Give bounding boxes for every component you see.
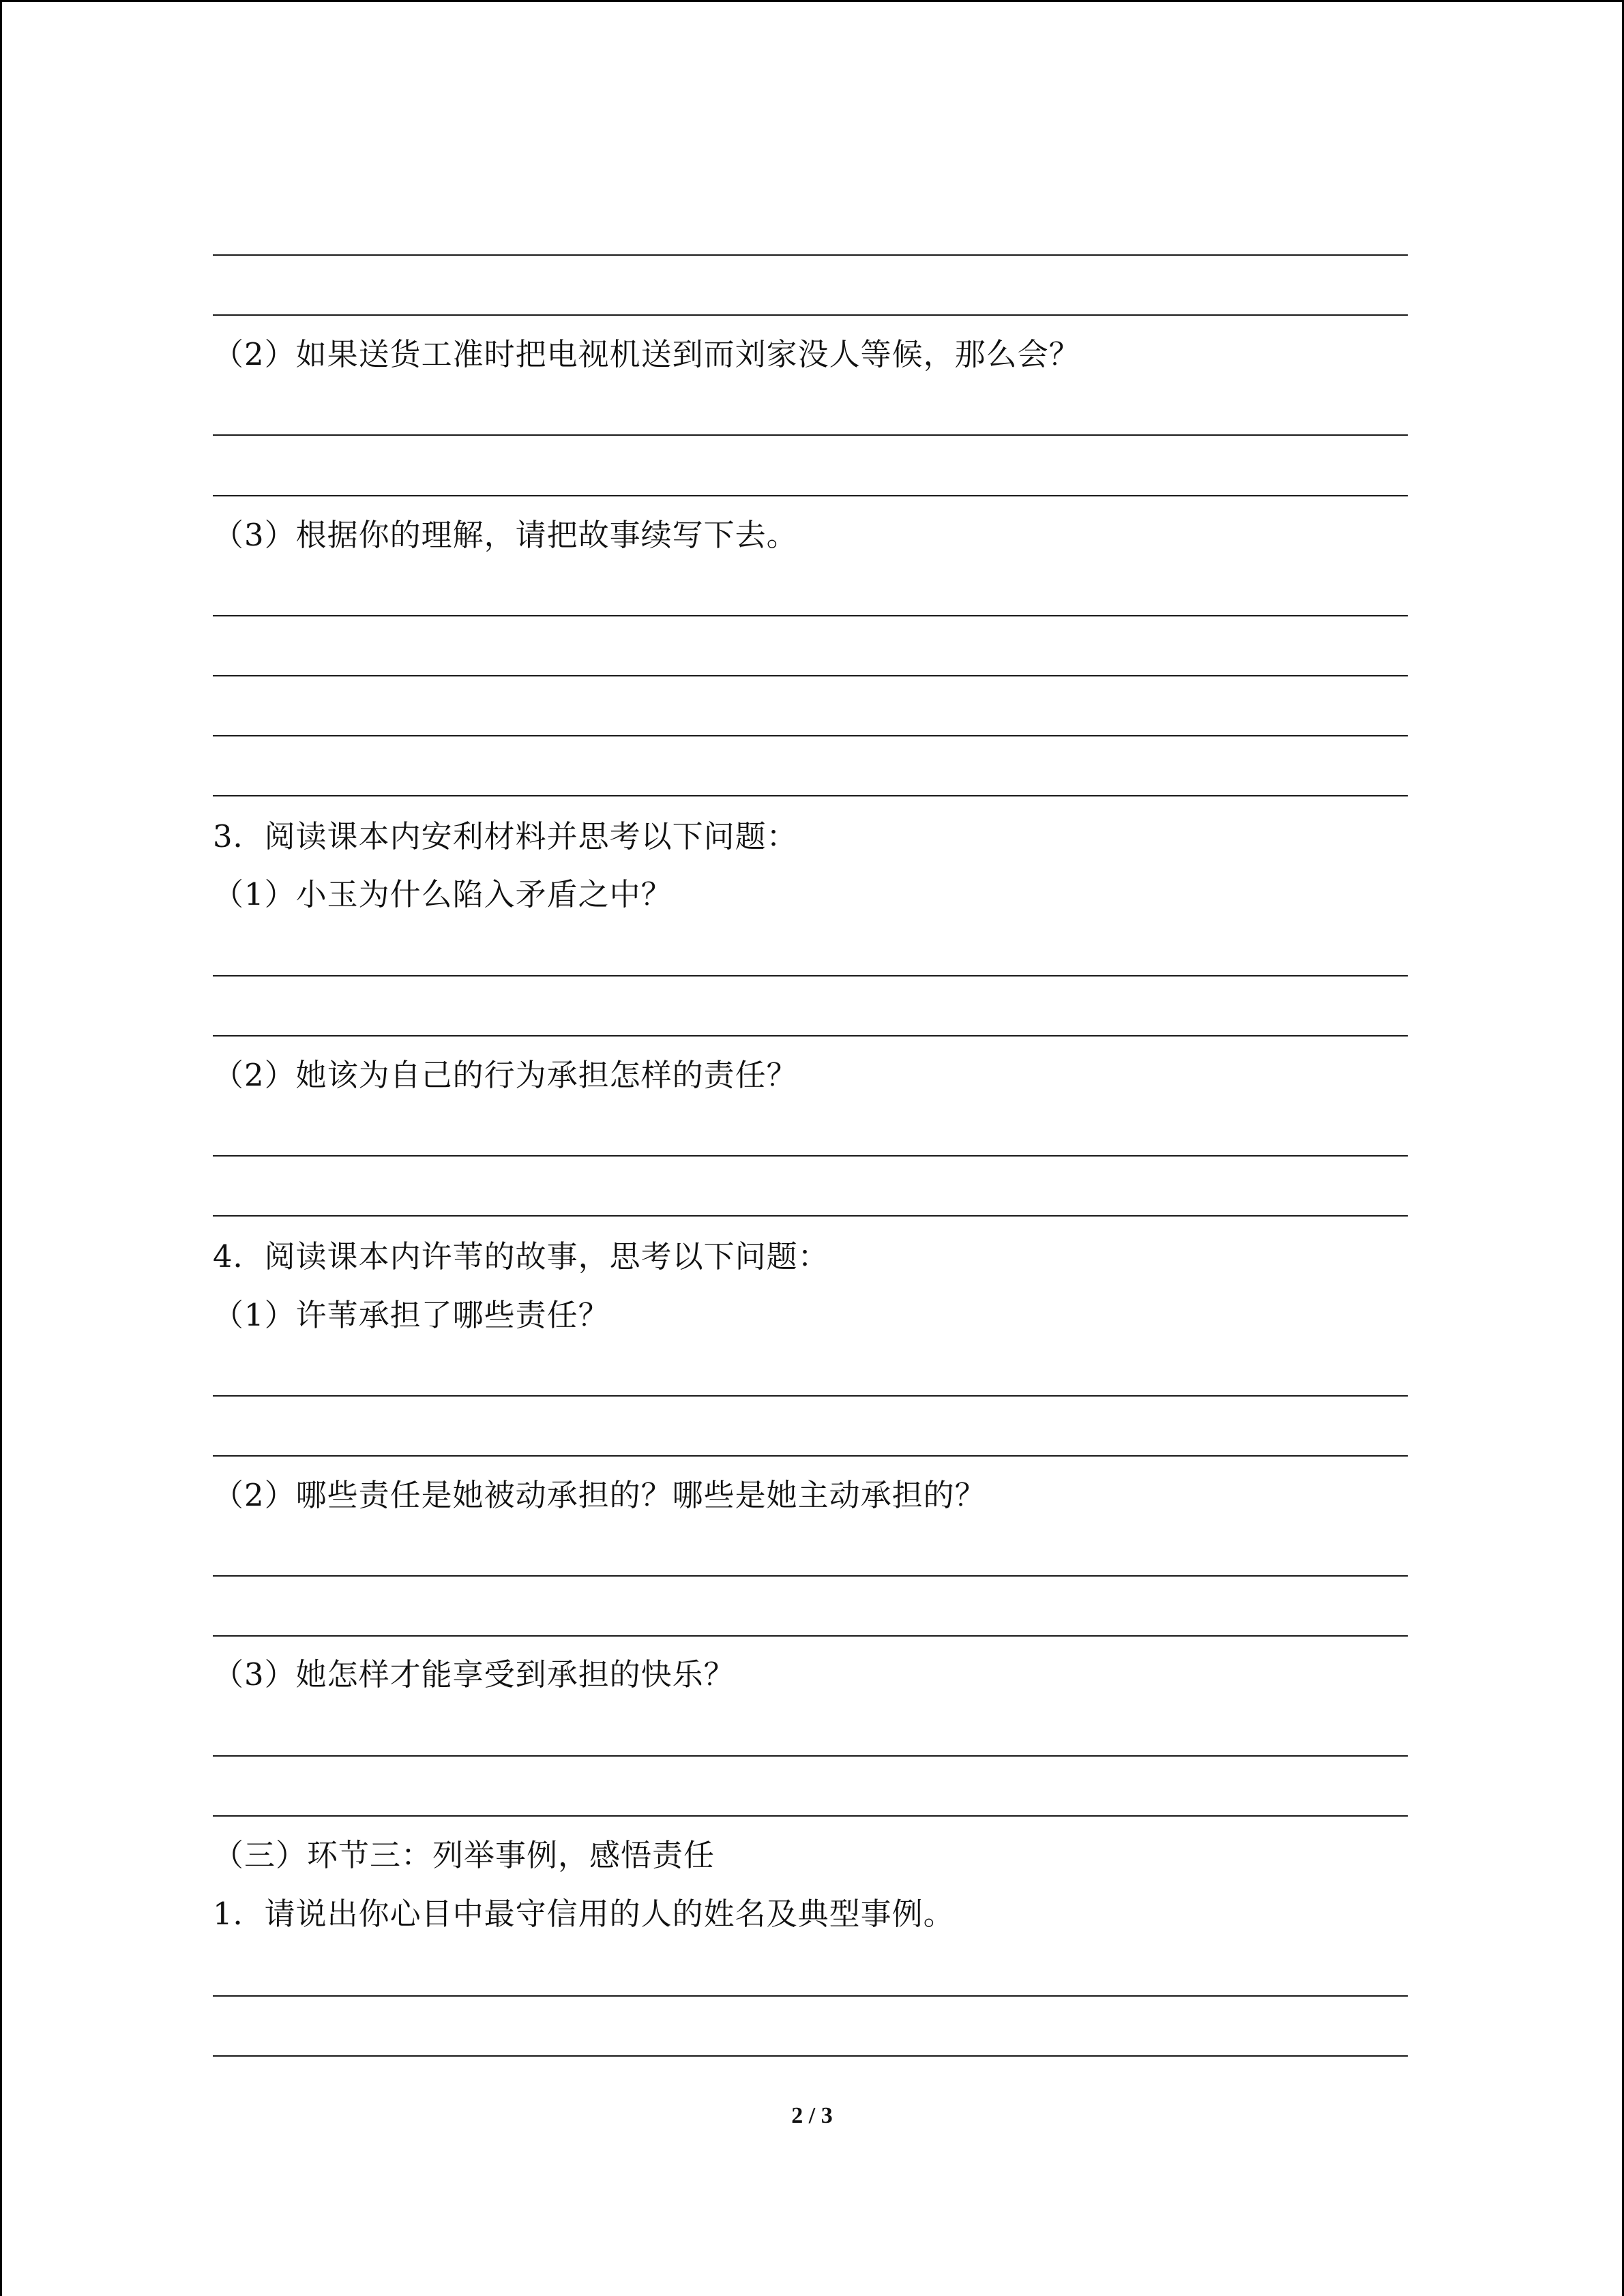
page-number: 2 / 3 — [791, 2103, 833, 2128]
question-4-2: （2）哪些责任是她被动承担的？哪些是她主动承担的？ — [213, 1477, 986, 1513]
answer-line[interactable] — [213, 1215, 1408, 1217]
question-3-2: （2）她该为自己的行为承担怎样的责任？ — [213, 1057, 798, 1093]
question-4-3: （3）她怎样才能享受到承担的快乐？ — [213, 1656, 735, 1693]
question-4-title: 4．阅读课本内许苇的故事，思考以下问题： — [213, 1238, 829, 1274]
question-2-3: （3）根据你的理解，请把故事续写下去。 — [213, 517, 798, 553]
answer-line[interactable] — [213, 2055, 1408, 2057]
answer-line[interactable] — [213, 1155, 1408, 1157]
question-3-title: 3．阅读课本内安利材料并思考以下问题： — [213, 818, 798, 854]
answer-line[interactable] — [213, 1395, 1408, 1397]
answer-line[interactable] — [213, 795, 1408, 796]
question-4-1: （1）许苇承担了哪些责任？ — [213, 1297, 610, 1333]
question-2-2: （2）如果送货工准时把电视机送到而刘家没人等候，那么会？ — [213, 336, 1080, 372]
answer-line[interactable] — [213, 1455, 1408, 1457]
answer-line[interactable] — [213, 1575, 1408, 1577]
answer-line[interactable] — [213, 1035, 1408, 1037]
section-3-question-1: 1．请说出你心目中最守信用的人的姓名及典型事例。 — [213, 1896, 955, 1932]
answer-line[interactable] — [213, 434, 1408, 436]
answer-line[interactable] — [213, 735, 1408, 736]
answer-line[interactable] — [213, 675, 1408, 676]
answer-line[interactable] — [213, 314, 1408, 316]
answer-line[interactable] — [213, 1995, 1408, 1997]
answer-line[interactable] — [213, 254, 1408, 256]
answer-line[interactable] — [213, 495, 1408, 496]
answer-line[interactable] — [213, 975, 1408, 976]
answer-line[interactable] — [213, 615, 1408, 616]
question-3-1: （1）小玉为什么陷入矛盾之中？ — [213, 876, 673, 912]
answer-line[interactable] — [213, 1755, 1408, 1757]
answer-line[interactable] — [213, 1815, 1408, 1817]
answer-line[interactable] — [213, 1635, 1408, 1637]
section-3-title: （三）环节三：列举事例，感悟责任 — [213, 1837, 715, 1873]
